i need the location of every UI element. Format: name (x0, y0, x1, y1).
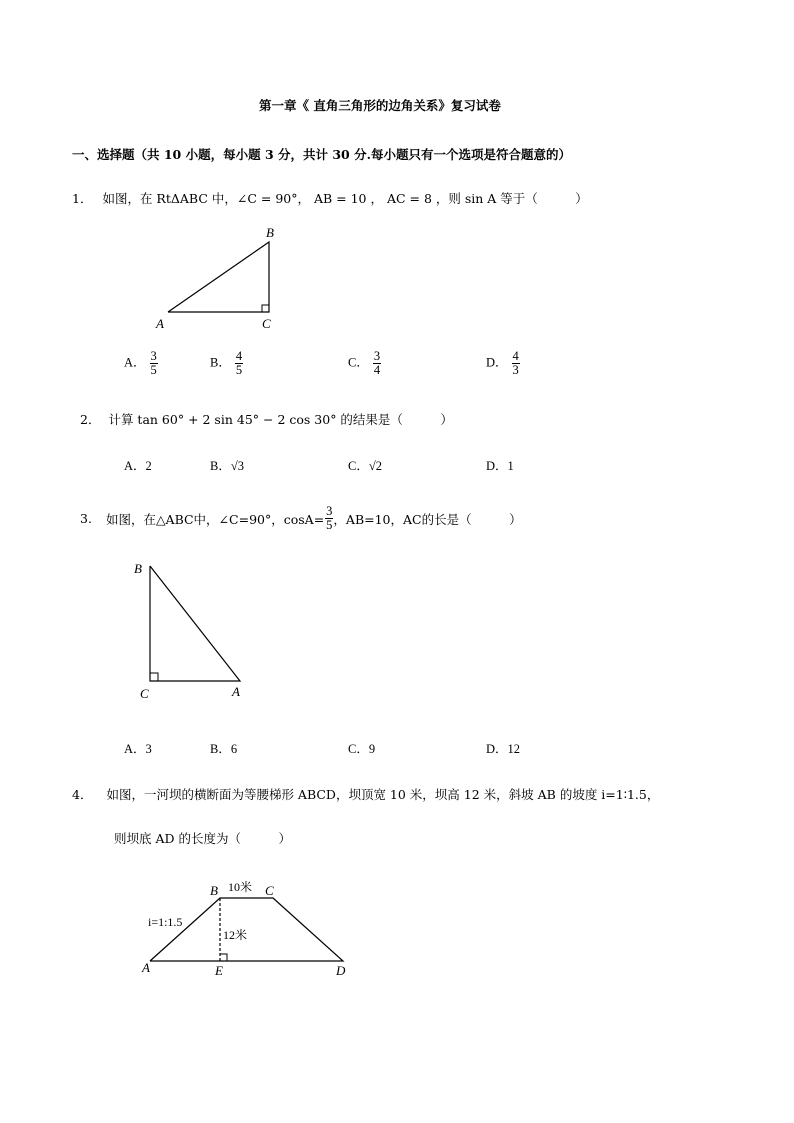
height-label: 12米 (223, 928, 248, 942)
right-angle-mark (220, 954, 227, 961)
vertex-label-c: C (265, 883, 274, 898)
q1-option-b[interactable] (210, 350, 243, 377)
fraction-denominator: 5 (326, 518, 333, 532)
right-angle-mark (262, 305, 269, 312)
vertex-label-b: B (266, 225, 274, 240)
fraction-denominator: 5 (235, 363, 243, 377)
vertex-label-c: C (140, 686, 149, 701)
page-title: 第一章《 直角三角形的边角关系》复习试卷 (259, 98, 501, 113)
vertex-label-b: B (134, 561, 142, 576)
right-angle-mark (150, 673, 158, 681)
q2-option-b[interactable]: B．√3 (210, 459, 244, 473)
triangle-abc (150, 566, 240, 681)
fraction-denominator: 5 (150, 363, 157, 377)
vertex-label-e: E (215, 963, 223, 978)
fraction-numerator: 4 (512, 349, 519, 363)
q2-option-d[interactable]: D．1 (486, 459, 514, 473)
fraction-numerator: 3 (150, 349, 157, 363)
vertex-label-a: A (142, 960, 150, 975)
q3-option-b[interactable]: B．6 (210, 742, 238, 756)
question-text-part1: 如图，在△ABC中，∠C=90°，cosA= (105, 511, 325, 527)
q3-triangle-figure (130, 556, 255, 706)
fraction-numerator: 3 (373, 349, 381, 363)
q2-option-c[interactable]: C．√2 (348, 459, 382, 473)
question-text: 计算 tan 60° + 2 sin 45° − 2 cos 30° 的结果是（ ） (108, 412, 453, 427)
question-4 (72, 785, 659, 803)
q3-option-a[interactable]: A．3 (124, 742, 152, 756)
question-3 (80, 505, 522, 532)
q1-triangle-figure (150, 222, 285, 334)
option-letter: C． (348, 355, 369, 370)
question-text: 如图，在 RtΔABC 中，∠C = 90°， AB = 10 ， AC = 8 ，则 sin A 等于（ ） (102, 191, 588, 206)
triangle-abc (168, 242, 269, 312)
section-heading: 一、选择题（共 10 小题，每小题 3 分，共计 30 分.每小题只有一个选项是符合题意的） (72, 147, 571, 162)
q1-option-c[interactable] (348, 350, 381, 377)
slope-label: i=1:1.5 (148, 915, 183, 929)
q4-trapezoid-figure (138, 876, 358, 981)
question-text-part2: ，AB=10，AC的长是（ ） (333, 511, 522, 527)
option-letter: A． (124, 355, 146, 370)
fraction-numerator: 4 (235, 349, 243, 363)
vertex-label-d: D (336, 963, 346, 978)
vertex-label-c: C (262, 316, 271, 331)
question-number: 2． (80, 412, 101, 427)
q1-option-a[interactable] (124, 350, 158, 377)
option-letter: B． (210, 355, 231, 370)
q3-option-c[interactable]: C．9 (348, 742, 376, 756)
q3-option-d[interactable]: D．12 (486, 742, 521, 756)
top-width-label: 10米 (228, 880, 253, 894)
q1-option-d[interactable] (486, 350, 520, 377)
fraction-denominator: 3 (512, 363, 519, 377)
question-number: 4． (72, 787, 93, 802)
vertex-label-a: A (232, 684, 240, 699)
question-text-line1: 如图，一河坝的横断面为等腰梯形 ABCD，坝顶宽 10 米，坝高 12 米，斜坡 AB 的坡度 i=1∶1.5， (106, 787, 660, 802)
question-2 (80, 410, 453, 428)
option-letter: D． (486, 355, 508, 370)
vertex-label-b: B (210, 883, 218, 898)
question-number: 3. (80, 511, 92, 526)
question-number: 1． (72, 191, 93, 206)
vertex-label-a: A (156, 316, 164, 331)
q2-option-a[interactable]: A．2 (124, 459, 152, 473)
fraction-denominator: 4 (373, 363, 381, 377)
question-4-line2: 则坝底 AD 的长度为（ ） (114, 831, 291, 846)
question-1 (72, 189, 588, 207)
fraction-numerator: 3 (326, 504, 333, 518)
